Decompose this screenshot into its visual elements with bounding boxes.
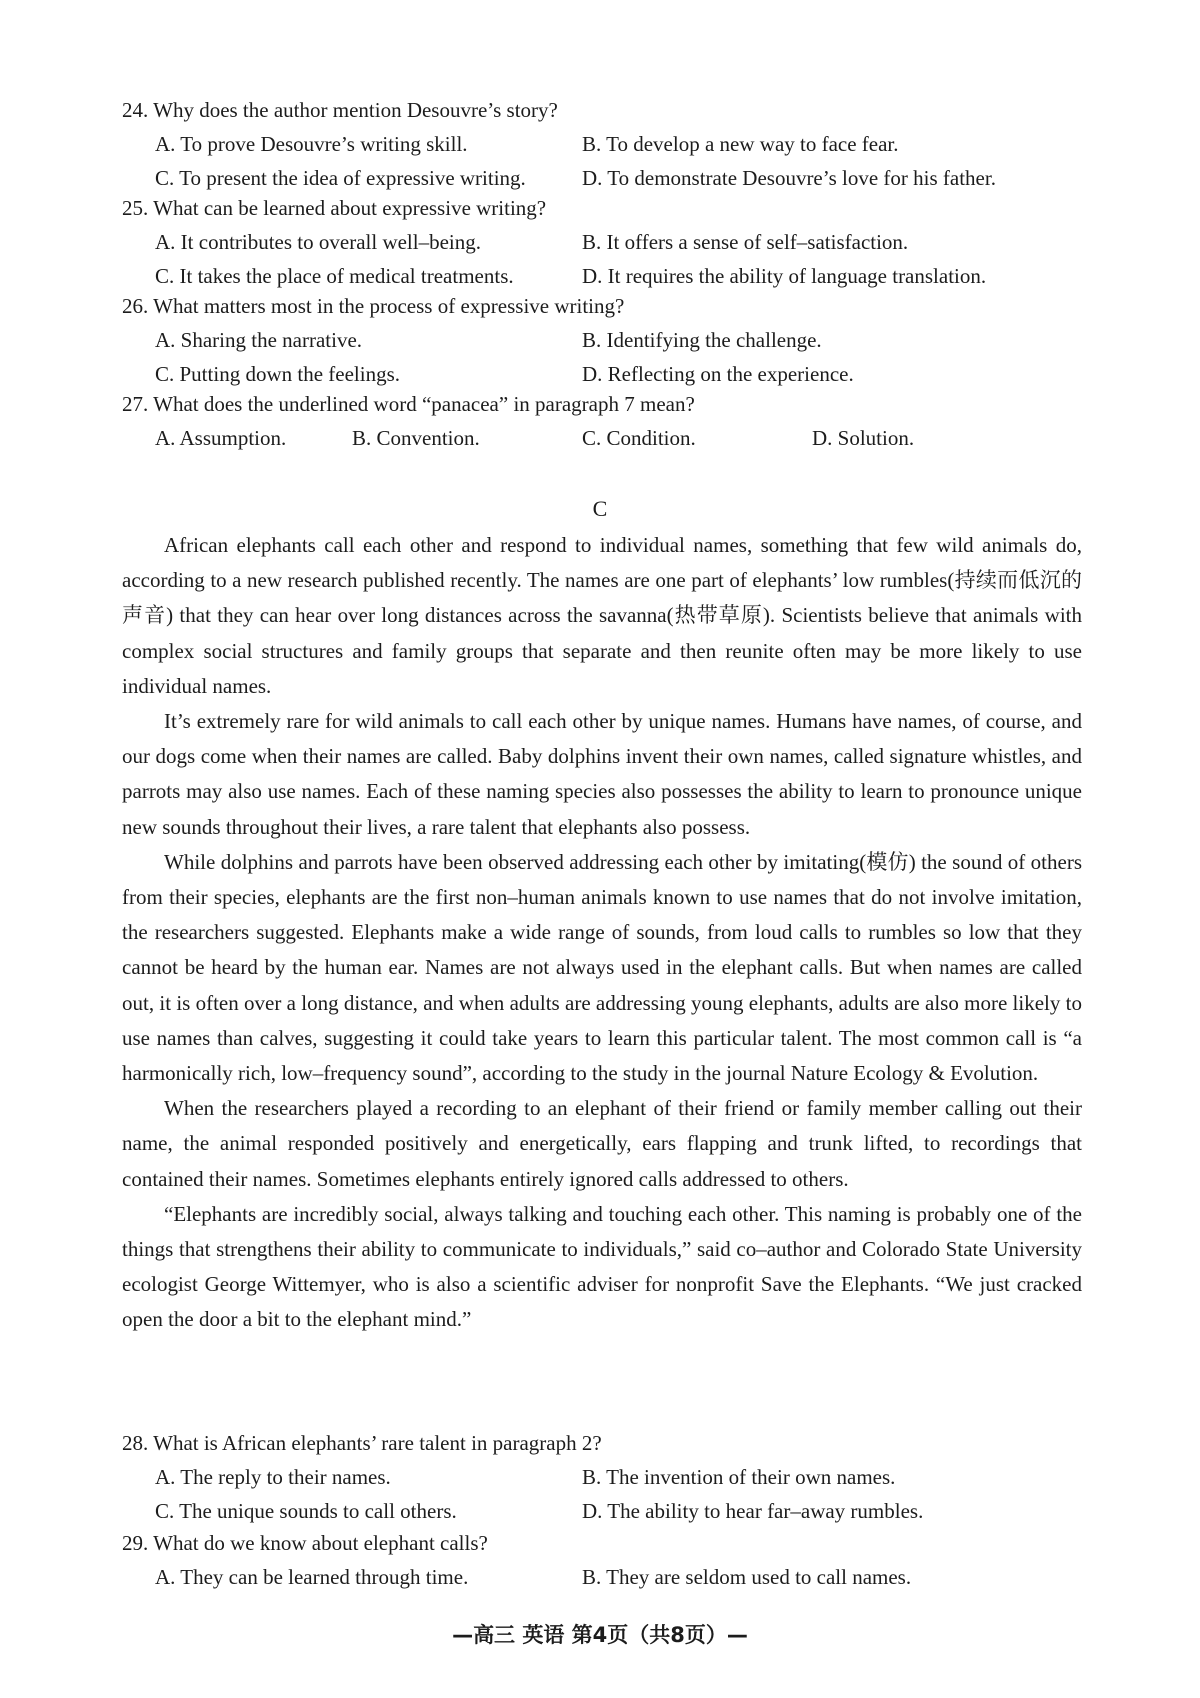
option-a: A. Sharing the narrative. [155,328,363,352]
passage-paragraph-2: It’s extremely rare for wild animals to call each other by unique names. Humans have names, of course, and our dogs come when their names are called. Baby dolphins invent their own names, called signature whistles, and parrots may also use names. Each of these naming species also possesses the ability to learn to pronounce unique new sounds throughout their lives, a rare talent that elephants also possess. [122,709,1082,839]
question-stem: 27. What does the underlined word “panacea” in paragraph 7 mean? [122,392,695,416]
question-28 [122,1426,1082,1528]
options-row [122,259,1082,293]
option-a: A. They can be learned through time. [155,1565,469,1589]
option-d: D. Solution. [812,426,915,450]
option-c: C. To present the idea of expressive writing. [155,166,526,190]
page-footer: —高三 英语 第4页（共8页）— [452,1623,748,1647]
question-26 [122,289,1082,391]
reading-passage [122,528,1082,1338]
option-d: D. The ability to hear far–away rumbles. [582,1499,924,1523]
option-b: B. It offers a sense of self–satisfaction. [582,230,909,254]
option-b: B. To develop a new way to face fear. [582,132,899,156]
option-b: B. The invention of their own names. [582,1465,896,1489]
option-b: B. Convention. [352,426,480,450]
option-d: D. To demonstrate Desouvre’s love for his father. [582,166,996,190]
question-stem: 26. What matters most in the process of expressive writing? [122,294,625,318]
passage-paragraph-3: While dolphins and parrots have been observed addressing each other by imitating(模仿) the sound of others from their species, elephants are the first non–human animals known to use names that do not involve imitation, the researchers suggested. Elephants make a wide range of sounds, from loud calls to rumbles so low that they cannot be heard by the human ear. Names are not always used in the elephant calls. But when names are called out, it is often over a long distance, and when adults are addressing young elephants, adults are also more likely to use names than calves, suggesting it could take years to learn this particular talent. The most common call is “a harmonically rich, low–frequency sound”, according to the study in the journal Nature Ecology & Evolution. [122,849,1082,1086]
option-a: A. Assumption. [155,426,287,450]
option-a: A. It contributes to overall well–being. [155,230,482,254]
question-stem: 28. What is African elephants’ rare talent in paragraph 2? [122,1431,602,1455]
question-stem: 29. What do we know about elephant calls? [122,1531,488,1555]
option-c: C. Putting down the feelings. [155,362,400,386]
question-24 [122,93,1082,195]
passage-paragraph-5: “Elephants are incredibly social, always talking and touching each other. This naming is probably one of the things that strengthens their ability to communicate to individuals,” said co–author and Colorado State University ecologist George Wittemyer, who is also a scientific adviser for nonprofit Save the Elephants. “We just cracked open the door a bit to the elephant mind.” [122,1201,1082,1332]
option-b: B. They are seldom used to call names. [582,1565,912,1589]
options-row [122,225,1082,259]
option-c: C. It takes the place of medical treatments. [155,264,514,288]
passage-paragraph-4: When the researchers played a recording to an elephant of their friend or family member calling out their name, the animal responded positively and energetically, ears flapping and trunk lifted, to recordings that contained their names. Sometimes elephants entirely ignored calls addressed to others. [122,1096,1082,1191]
option-a: A. To prove Desouvre’s writing skill. [155,132,468,156]
options-row [122,127,1082,161]
option-d: D. It requires the ability of language translation. [582,264,987,288]
options-row [122,421,1082,455]
question-stem: 24. Why does the author mention Desouvre’s story? [122,98,558,122]
section-heading: C [592,496,608,521]
options-row [122,1560,1082,1594]
question-stem: 25. What can be learned about expressive writing? [122,196,547,220]
question-25 [122,191,1082,293]
option-c: C. The unique sounds to call others. [155,1499,457,1523]
options-row [122,323,1082,357]
option-b: B. Identifying the challenge. [582,328,822,352]
option-d: D. Reflecting on the experience. [582,362,854,386]
options-row [122,357,1082,391]
option-c: C. Condition. [582,426,696,450]
options-row [122,1494,1082,1528]
options-row [122,161,1082,195]
question-27 [122,387,1082,455]
question-29 [122,1526,1082,1594]
option-a: A. The reply to their names. [155,1465,391,1489]
passage-paragraph-1: African elephants call each other and respond to individual names, something that few wild animals do, according to a new research published recently. The names are one part of elephants’ low rumbles(持续而低沉的声音) that they can hear over long distances across the savanna(热带草原). Scientists believe that animals with complex social structures and family groups that separate and then reunite often may be more likely to use individual names. [122,533,1082,698]
options-row [122,1460,1082,1494]
